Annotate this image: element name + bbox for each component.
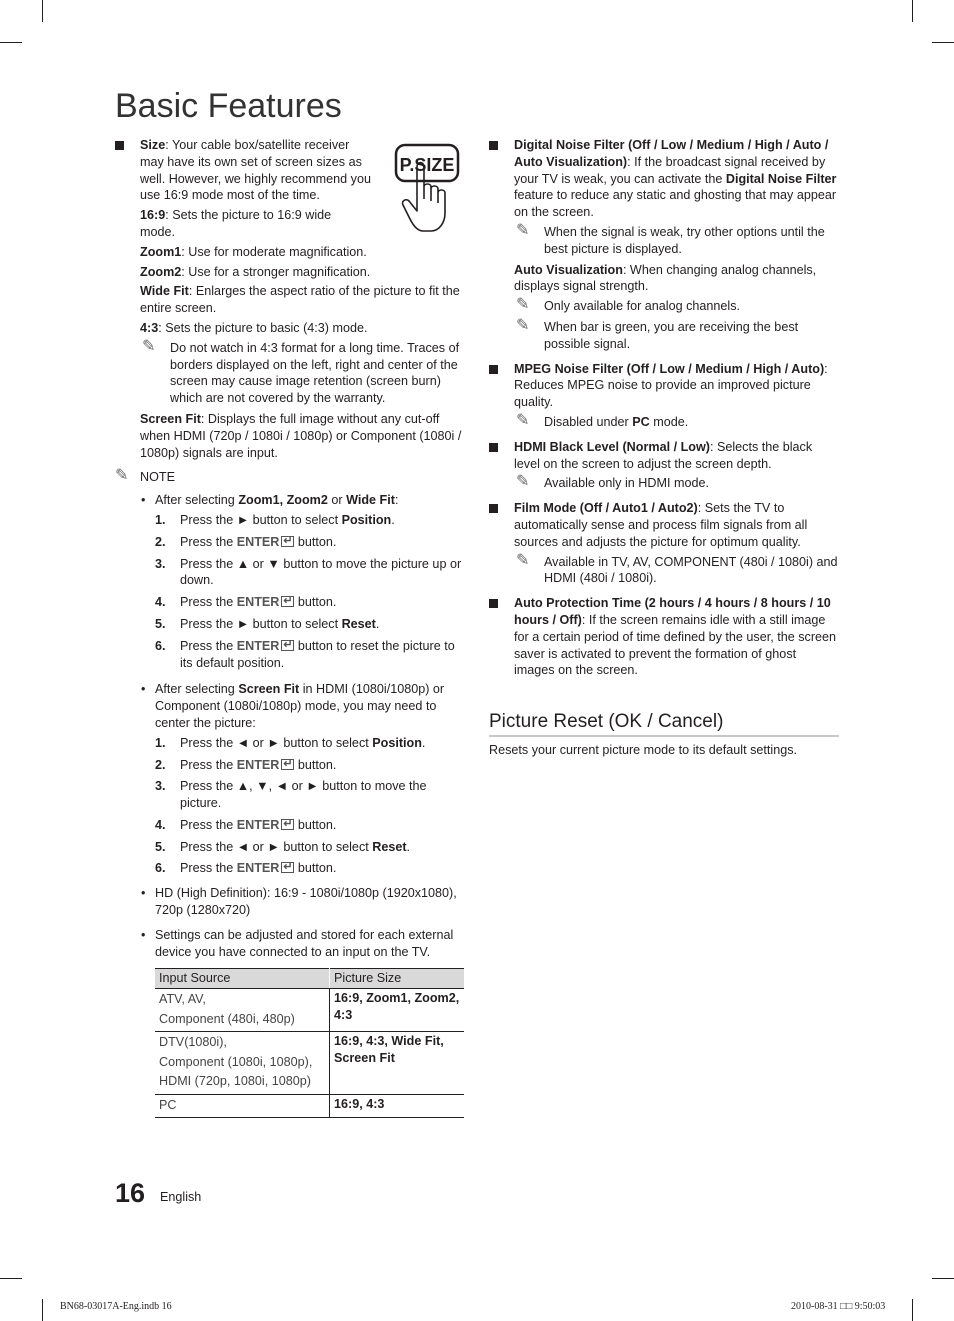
table-cell-source: ATV, AV, Component (480i, 480p) [155,989,330,1032]
table-row [155,1032,464,1095]
film-note: ✎ Available in TV, AV, COMPONENT (480i / 1080i) and HDMI (480i / 1080i). [516,551,838,586]
mode-4-3: 4:3: Sets the picture to basic (4:3) mode. [140,320,368,335]
crop-mark [42,1299,43,1321]
bullet-screen-fit-steps: • After selecting Screen Fit in HDMI (1080i/1080p) or Component (1080i/1080p) mode, you may need to center the picture: 1. Press the ◄ or ► button to select Position. 2. Press the ENTER↵ button. 3. Press the ▲, ▼, ◄ or ► button to move the picture. 4. Press the ENTER↵ button. 5. Press the ◄ or ► button to select Reset. 6. Press the ENTER↵ button. [115,681,467,877]
step-item: 5. Press the ► button to select Reset. [155,616,380,631]
page-language: English [160,1190,202,1204]
square-bullet-icon [489,141,498,150]
table-header-row [155,969,464,989]
mode-16-9: 16:9: Sets the picture to 16:9 wide mode. [140,208,332,239]
zoom-steps-list [155,512,467,671]
square-bullet-icon [489,599,498,608]
pencil-note-icon: ✎ [516,316,530,334]
bullet-dot-icon: • [141,886,146,901]
square-bullet-icon [489,443,498,452]
film-mode-item [489,500,839,587]
mode-zoom2: Zoom2: Use for a stronger magnification. [140,264,371,279]
step-item: 2. Press the ENTER↵ button. [155,757,467,774]
crop-mark [42,0,43,22]
square-bullet-icon [489,365,498,374]
mode-screen-fit: Screen Fit: Displays the full image without any cut-off when HDMI (720p / 1080i / 1080p) or Component (1080i / 1080p) signals are input. [140,411,462,460]
bullet-zoom-steps: • After selecting Zoom1, Zoom2 or Wide Fit: 1. Press the ► button to select Position. 2. Press the ENTER↵ button. 3. Press the ▲ or ▼ button to move the picture up or down. 4. Press the ENTER↵ button. 5. Press the ► button to select Reset. 6. Press the ENTER↵ button to reset the picture to its default position. [115,492,467,671]
square-bullet-icon [489,504,498,513]
protect-description: Auto Protection Time (2 hours / 4 hours / 8 hours / 10 hours / Off): If the screen remains idle with a still image for a certain period of time defined by the user, the screen saver is activated to prevent the formation of ghost images on the screen. [514,596,837,678]
crop-mark [0,1278,22,1279]
enter-icon [281,536,294,547]
step-item: 1. Press the ◄ or ► button to select Position. [155,735,426,750]
auto-protection-time-item [489,595,839,679]
film-description: Film Mode (Off / Auto1 / Auto2): Sets the TV to automatically sense and process film signals from all sources and adjusts the picture for optimum quality. [514,501,808,549]
hdmi-description: HDMI Black Level (Normal / Low): Selects the black level on the screen to adjust the screen depth. [514,439,813,471]
table-header-cell: Picture Size [330,969,465,989]
picture-reset-heading: Picture Reset (OK / Cancel) [489,710,839,737]
bullet-dot-icon: • [141,927,146,942]
table-row [155,989,464,1032]
pencil-note-icon: ✎ [142,337,156,355]
enter-icon [281,759,294,770]
left-column [115,137,467,1118]
step-item: 3. Press the ▲, ▼, ◄ or ► button to move the picture. [155,779,427,811]
crop-mark [932,1278,954,1279]
dnf-note: ✎ When the signal is weak, try other options until the best picture is displayed. [516,221,825,256]
dnf-description: Digital Noise Filter (Off / Low / Medium / High / Auto / Auto Visualization): If the broadcast signal received by your TV is weak, you can activate the Digital Noise Filter feature to reduce any static and ghosting that may appear on the screen. [514,138,837,220]
step-item: 1. Press the ► button to select Position. [155,512,395,527]
table-cell-size: 16:9, 4:3, Wide Fit, Screen Fit [330,1032,465,1095]
step-item: 4. Press the ENTER↵ button. [155,594,467,611]
enter-icon [281,862,294,873]
enter-icon [281,819,294,830]
mpeg-note: ✎ Disabled under PC mode. [516,411,689,429]
enter-icon [281,640,294,651]
pencil-note-icon: ✎ [516,296,530,314]
crop-mark [912,1299,913,1321]
pencil-note-icon: ✎ [516,551,530,569]
green-bar-note: ✎ When bar is green, you are receiving the best possible signal. [516,316,799,351]
print-slug-date: 2010-08-31 □□ 9:50:03 [791,1301,886,1312]
psize-label: P.SIZE [399,155,455,175]
table-cell-source: DTV(1080i), Component (1080i, 1080p), HDMI (720p, 1080i, 1080p) [155,1032,330,1095]
crop-mark [0,42,22,43]
mode-zoom1: Zoom1: Use for moderate magnification. [140,244,367,259]
page-number: 16 [115,1178,146,1208]
mpeg-description: MPEG Noise Filter (Off / Low / Medium / High / Auto): Reduces MPEG noise to provide an improved picture quality. [514,361,828,410]
screen-fit-steps-list [155,735,467,878]
pencil-note-icon: ✎ [516,473,530,491]
digital-noise-filter-item [489,137,839,353]
mode-wide-fit: Wide Fit: Enlarges the aspect ratio of the picture to fit the entire screen. [140,284,460,316]
pencil-note-icon: ✎ [516,221,530,239]
warning-note: ✎ Do not watch in 4:3 format for a long time. Traces of borders displayed on the left, right and center of the screen may cause image retention (screen burn) which are not covered by the warranty. [142,337,460,406]
table-cell-size: 16:9, 4:3 [330,1094,465,1118]
bullet-settings: • Settings can be adjusted and stored for each external device you have connected to an input on the TV. [141,927,454,959]
step-item: 4. Press the ENTER↵ button. [155,817,467,834]
table-row [155,1094,464,1118]
square-bullet-icon [115,141,124,150]
step-item: 3. Press the ▲ or ▼ button to move the picture up or down. [155,556,462,588]
bullet-dot-icon: • [141,493,146,508]
table-cell-source: PC [155,1094,330,1118]
step-item: 6. Press the ENTER↵ button. [155,860,467,877]
pencil-note-icon: ✎ [115,467,129,485]
table-cell-size: 16:9, Zoom1, Zoom2, 4:3 [330,989,465,1032]
auto-visualization-description: Auto Visualization: When changing analog channels, displays signal strength. [514,262,817,294]
note-heading: ✎ NOTE [115,467,175,485]
page-title: Basic Features [115,87,342,125]
step-item: 5. Press the ◄ or ► button to select Reset. [155,839,411,854]
mpeg-noise-filter-item [489,361,839,431]
table-header-cell: Input Source [155,969,330,989]
hdmi-note: ✎ Available only in HDMI mode. [516,473,709,491]
input-picture-size-table [155,968,464,1118]
analog-note: ✎ Only available for analog channels. [516,296,741,314]
crop-mark [932,42,954,43]
bullet-hd: • HD (High Definition): 16:9 - 1080i/1080p (1920x1080), 720p (1280x720) [141,886,457,918]
size-description: Size: Your cable box/satellite receiver may have its own set of screen sizes as well. However, we highly recommend you use 16:9 mode most of the time. [140,138,371,203]
bullet-dot-icon: • [141,682,146,697]
right-column [489,137,839,685]
pencil-note-icon: ✎ [516,411,530,429]
print-slug-file: BN68-03017A-Eng.indb 16 [60,1301,172,1312]
picture-reset-description: Resets your current picture mode to its default settings. [489,743,797,757]
step-item: 2. Press the ENTER↵ button. [155,534,467,551]
step-item: 6. Press the ENTER↵ button to reset the picture to its default position. [155,638,467,672]
enter-icon [281,596,294,607]
hdmi-black-level-item [489,439,839,492]
size-item [115,137,467,461]
crop-mark [912,0,913,22]
